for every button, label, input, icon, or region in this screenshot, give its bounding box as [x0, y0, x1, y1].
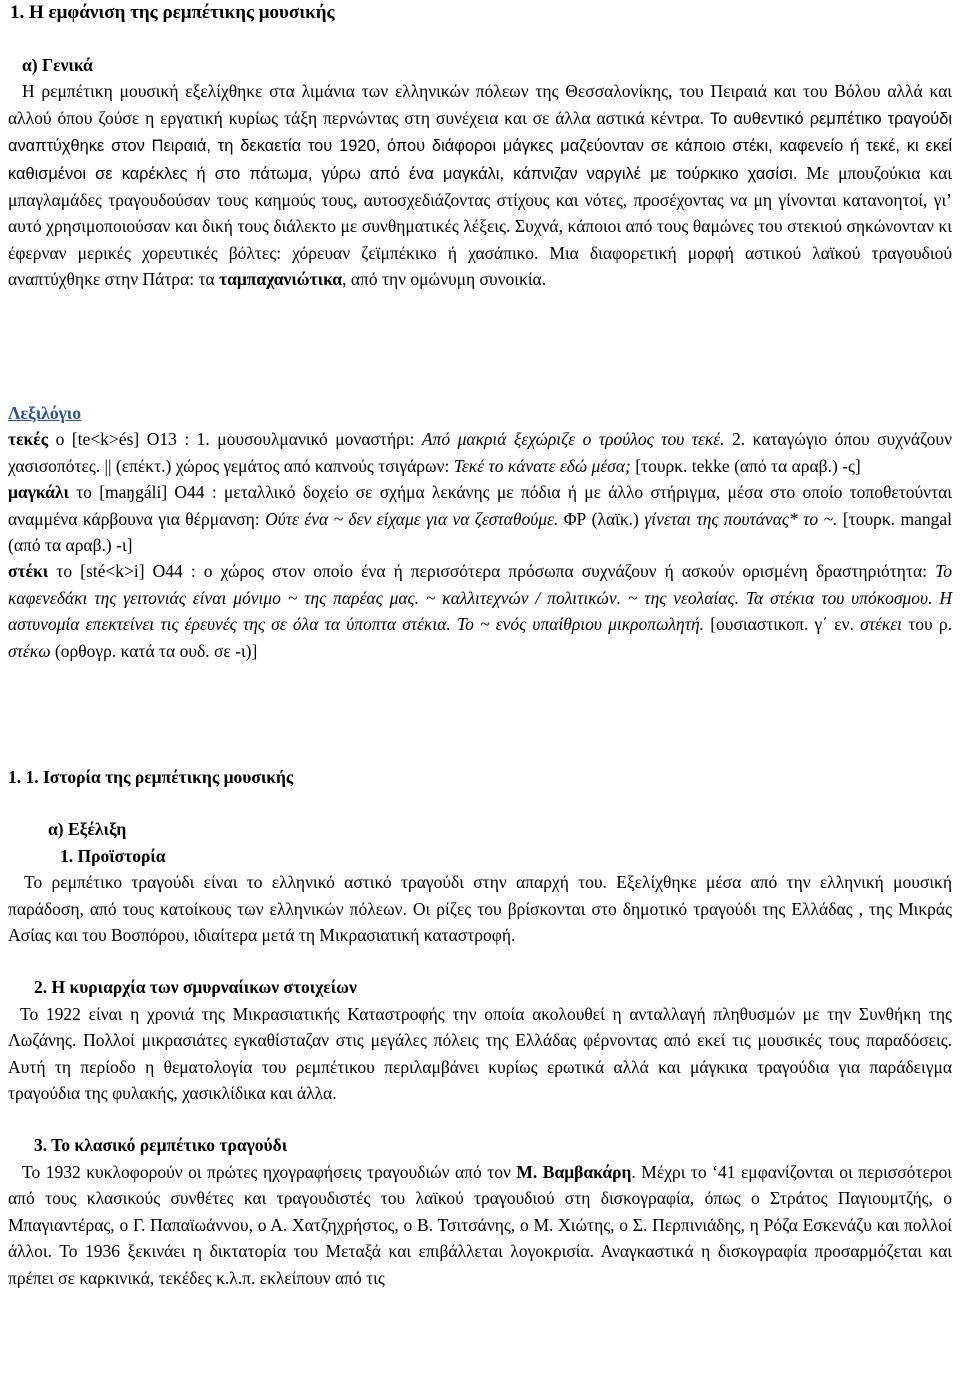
example-text: Από μακριά ξεχώριζε ο τρούλος του τεκέ. [421, 429, 725, 450]
bold-term: ταμπαχανιώτικα [219, 269, 343, 290]
text-run: [τουρκ. mangal (από τα αραβ.) -ι] [8, 508, 952, 556]
text-run: (ορθογρ. κατά τα ουδ. σε -ι)] [50, 640, 258, 661]
vocabulary-section [8, 400, 952, 664]
vocab-entry-teke [8, 426, 952, 479]
vocab-entry-magkali [8, 479, 952, 558]
subheading-evolution: α) Εξέλιξη [48, 819, 127, 840]
example-text: στέκω [8, 640, 51, 661]
text-run: Με μπουζούκια και μπαγλαμάδες τραγουδούσαν τους καημούς τους, αυτοσχεδιάζοντας στίχους και νότες, προσέχοντας να μη γίνονται κατανοητοί, γι’ αυτό χρησιμοποιούσαν και δική τους διάλεκτο με συνθηματικές λέξεις. [8, 162, 952, 237]
text-run: Συχνά, κάποιοι από τους θαμώνες του στεκιού σηκώνονταν κι έφερναν μερικές χορευτικές βόλτες: χόρευαν ζεϊμπέκικο ή χασάπικο. Μια διαφορετική μορφή αστικού λαϊκού τραγουδιού αναπτύχθηκε στην Πάτρα: τα [8, 216, 953, 290]
example-text: Το καφενεδάκι της γειτονιάς είναι μόνιμο ~ της παρέας μας. ~ καλλιτεχνών / πολιτικών. ~ της νεολαίας. Τα στέκια του υπόκοσμου. Η αστυνομία επεκτείνει τις έρευνές της σε όλα τα ύποπτα στέκια. Το ~ ενός υπαίθριου μικροπωλητή. [8, 561, 952, 635]
bold-name: Μ. Βαμβακάρη [516, 1161, 632, 1182]
section-general [8, 52, 952, 293]
paragraph-general [8, 78, 952, 292]
vocab-word: μαγκάλι [8, 482, 69, 503]
text-run: του ρ. [902, 614, 952, 635]
section-heading-history: 1. 1. Ιστορία της ρεμπέτικης μουσικής [8, 767, 294, 787]
text-run: ο [te<k>és] O13 : 1. μουσουλμανικό μοναστήρι: [48, 429, 422, 450]
text-run: . Μέχρι το ‘41 εμφανίζονται οι περισσότεροι από τους κλασικούς συνθέτες και τραγουδιστές του λαϊκού τραγουδιού στη δισκογραφία, όπως ο Στράτος Παγιουμτζής, ο Μπαγιαντέρας, ο Γ. Παπαϊωάννου, ο Α. Χατζηχρήστος, ο Β. Τσιτσάνης, ο Μ. Χιώτης, ο Σ. Περπινιάδης, η Ρόζα Εσκενάζυ και πολλοί άλλοι. Το 1936 ξεκινάει η δικτατορία του Μεταξά και επιβάλλεται λογοκρισία. Αναγκαστικά η δισκογραφία προσαρμόζεται και πρέπει σε καρκινικά, τεκέδες κ.λ.π. εκλείπουν από τις [8, 1161, 952, 1288]
text-run: 2. καταγώγιο όπου συχνάζουν χασισοπότες. || (επέκτ.) χώρος γεμάτος από καπνούς τσιγάρων: [8, 429, 952, 476]
example-text: Ούτε ένα ~ δεν είχαμε για να ζεσταθούμε. [265, 508, 559, 529]
text-run: [ουσιαστικοπ. γ΄ εν. [704, 614, 861, 635]
text-run: Το 1932 κυκλοφορούν οι πρώτες ηχογραφήσεις τραγουδιών από τον [22, 1161, 517, 1182]
text-run: ΦΡ (λαϊκ.) [558, 508, 645, 529]
text-run: Η ρεμπέτικη μουσική εξελίχθηκε στα λιμάνια των ελληνικών πόλεων της Θεσσαλονίκης, του Πειραιά και του Βόλου αλλά και αλλού όπου ζούσε η εργατική κυρίως τάξη περνώντας στη συνέχεια και σε άλλα αστικά κέντρα. [8, 81, 952, 128]
text-run-sans: Το αυθεντικό ρεμπέτικο τραγούδι αναπτύχθηκε στον Πειραιά, τη δεκαετία του 1920, όπου διάφοροι μάγκες μαζεύονταν σε κάποιο στέκι, καφενείο ή τεκέ, κι εκεί καθισμένοι σε καρέκλες ή στο πάτωμα, γύρω από ένα μαγκάλι, κάπνιζαν ναργιλέ με τούρκικο χασίσι. [8, 109, 953, 183]
subheading-prehistory: 1. Προϊστορία [60, 845, 166, 866]
paragraph-smyrna: Το 1922 είναι η χρονιά της Μικρασιατικής Καταστροφής την οποία ακολουθεί η ανταλλαγή πληθυσμών με την Συνθήκη της Λωζάνης. Πολλοί μικρασιάτες εγκαθίσταζαν στις μεγάλες πόλεις της Ελλάδας φέρνοντας από εκεί τις μουσικές τους παραδόσεις. Αυτή τη περίοδο η θεματολογία του ρεμπέτικου περιλαμβάνει κυρίως ερωτικά αλλά και μάγκικα τραγούδια για παράδειγμα τραγούδια της φυλακής, χασικλίδικα και άλλα. [8, 1003, 952, 1104]
example-text: Τεκέ το κάνατε εδώ μέσα; [453, 455, 631, 476]
vocab-entry-steki [8, 558, 952, 664]
example-text: γίνεται της πουτάνας* το ~. [644, 508, 838, 529]
paragraph-classic [8, 1159, 952, 1291]
subheading-classic: 3. Το κλασικό ρεμπέτικο τραγούδι [34, 1135, 288, 1156]
paragraph-prehistory: Το ρεμπέτικο τραγούδι είναι το ελληνικό αστικό τραγούδι στην απαρχή του. Εξελίχθηκε μέσα από την ελληνική μουσική παράδοση, από τους κατοίκους των ελληνικών πόλεων. Οι ρίζες του βρίσκονται στο δημοτικό τραγούδι της Ελλάδας , της Μικράς Ασίας και του Βοσπόρου, ιδιαίτερα μετά τη Μικρασιατική καταστροφή. [8, 872, 952, 946]
text-run: το [maŋgáli] O44 : μεταλλικό δοχείο σε σχήμα λεκάνης με πόδια ή με άλλο στήριγμα, μέσα στο οποίο τοποθετούνται αναμμένα κάρβουνα για θέρμανση: [8, 482, 952, 529]
vocabulary-heading: Λεξιλόγιο [8, 403, 81, 423]
vocab-word: τεκές [8, 429, 49, 450]
section-heading-general: α) Γενικά [22, 55, 93, 75]
history-section [8, 764, 952, 1291]
text-run: [τουρκ. tekke (από τα αραβ.) -ς] [630, 455, 861, 476]
example-text: στέκει [860, 614, 903, 635]
text-run: το [sté<k>i] O44 : ο χώρος στον οποίο ένα ή περισσότερα πρόσωπα συχνάζουν ή ασκούν ορισμένη δραστηριότητα: [48, 561, 936, 582]
page-title: 1. Η εμφάνιση της ρεμπέτικης μουσικής [10, 2, 335, 23]
vocab-word: στέκι [8, 561, 49, 582]
subheading-smyrna: 2. Η κυριαρχία των σμυρναίικων στοιχείων [34, 977, 357, 998]
text-run: , από την ομώνυμη συνοικία. [342, 269, 547, 290]
